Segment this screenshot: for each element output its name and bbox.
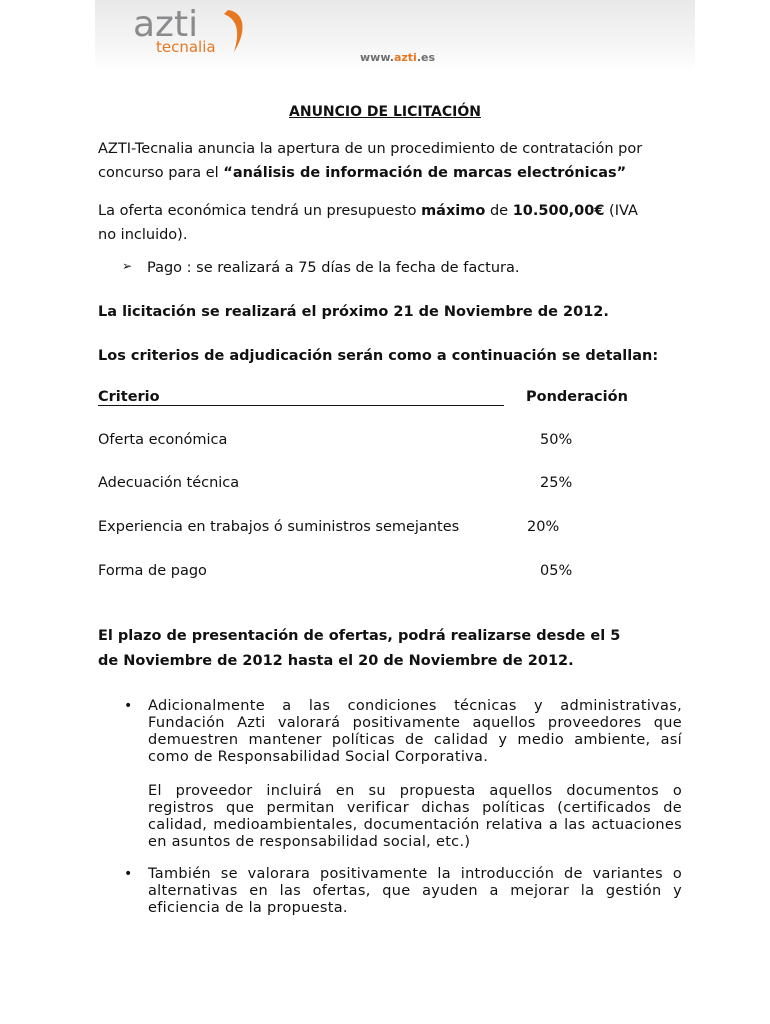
deadline-line-2: de Noviembre de 2012 hasta el 20 de Noviembre de 2012. bbox=[98, 653, 574, 669]
arrow-bullet-icon: ➢ bbox=[122, 259, 133, 273]
logo-swoosh-icon bbox=[214, 6, 254, 56]
bullet-icon: • bbox=[124, 698, 133, 714]
criteria-row-name: Adecuación técnica bbox=[98, 475, 240, 491]
intro-line-2 bbox=[98, 161, 678, 185]
web-suffix: .es bbox=[416, 51, 436, 64]
bullet-1-line: Fundación Azti valorará positivamente aquellos proveedores que bbox=[148, 715, 682, 731]
page-title: ANUNCIO DE LICITACIÓN bbox=[289, 104, 481, 120]
intro-line-2-prefix: concurso para el bbox=[98, 165, 224, 181]
intro-line-1: AZTI-Tecnalia anuncia la apertura de un procedimiento de contratación por bbox=[98, 141, 643, 157]
criteria-row-name: Forma de pago bbox=[98, 563, 207, 579]
budget-paragraph bbox=[98, 199, 678, 247]
budget-prefix: La oferta económica tendrá un presupuesto bbox=[98, 203, 422, 219]
bullet-2-line: eficiencia de la propuesta. bbox=[148, 900, 348, 916]
bullet-2-line: alternativas en las ofertas, que ayuden a mejorar la gestión y bbox=[148, 883, 682, 899]
budget-mid: de bbox=[485, 203, 513, 219]
deadline-paragraph bbox=[98, 624, 620, 674]
bullet-1-extra-line: registros que permitan verificar dichas políticas (certificados de bbox=[148, 800, 682, 816]
criteria-header-value: Ponderación bbox=[526, 389, 628, 405]
criteria-row-name: Experiencia en trabajos ó suministros semejantes bbox=[98, 519, 460, 535]
payment-terms: Pago : se realizará a 75 días de la fecha de factura. bbox=[147, 260, 520, 276]
bullet-icon: • bbox=[124, 866, 133, 882]
licitacion-date: La licitación se realizará el próximo 21 de Noviembre de 2012. bbox=[98, 304, 609, 320]
budget-line-1 bbox=[98, 199, 678, 223]
criteria-row-value: 25% bbox=[540, 475, 573, 491]
bullet-1-extra-text bbox=[148, 783, 682, 851]
web-prefix: www. bbox=[360, 51, 394, 64]
budget-max-label: máximo bbox=[421, 203, 486, 219]
bullet-2-line: También se valorara positivamente la introducción de variantes o bbox=[148, 866, 682, 882]
website-link[interactable] bbox=[360, 51, 435, 64]
deadline-line-1: El plazo de presentación de ofertas, podrá realizarse desde el 5 bbox=[98, 628, 621, 644]
bullet-1-line: como de Responsabilidad Social Corporativa. bbox=[148, 749, 489, 765]
budget-amount: 10.500,00€ bbox=[512, 203, 605, 219]
budget-suffix: (IVA bbox=[604, 203, 638, 219]
criteria-row-value: 05% bbox=[540, 563, 573, 579]
bullet-1-extra-line: calidad, medioambientales, documentación relativa a las actuaciones bbox=[148, 817, 682, 833]
bullet-1-extra-line: en asuntos de responsabilidad social, etc.) bbox=[148, 834, 471, 850]
criteria-row-name: Oferta económica bbox=[98, 432, 228, 448]
budget-line-2: no incluido). bbox=[98, 227, 188, 243]
intro-paragraph bbox=[98, 137, 678, 185]
bullet-1-line: demuestren mantener políticas de calidad y medio ambiente, así bbox=[148, 732, 682, 748]
criteria-intro: Los criterios de adjudicación serán como a continuación se detallan: bbox=[98, 348, 659, 364]
web-highlight: azti bbox=[393, 51, 417, 64]
bullet-1-extra-line: El proveedor incluirá en su propuesta aquellos documentos o bbox=[148, 783, 682, 799]
logo-azti: azti bbox=[133, 4, 199, 45]
logo-tecnalia: tecnalia bbox=[156, 38, 216, 56]
criteria-row-value: 20% bbox=[527, 519, 560, 535]
criteria-header-name: Criterio bbox=[98, 389, 504, 406]
bullet-1-text bbox=[148, 698, 682, 766]
bullet-1-line: Adicionalmente a las condiciones técnicas y administrativas, bbox=[148, 698, 682, 714]
contract-subject: “análisis de información de marcas electrónicas” bbox=[223, 165, 627, 181]
bullet-2-text bbox=[148, 866, 682, 917]
criteria-row-value: 50% bbox=[540, 432, 573, 448]
